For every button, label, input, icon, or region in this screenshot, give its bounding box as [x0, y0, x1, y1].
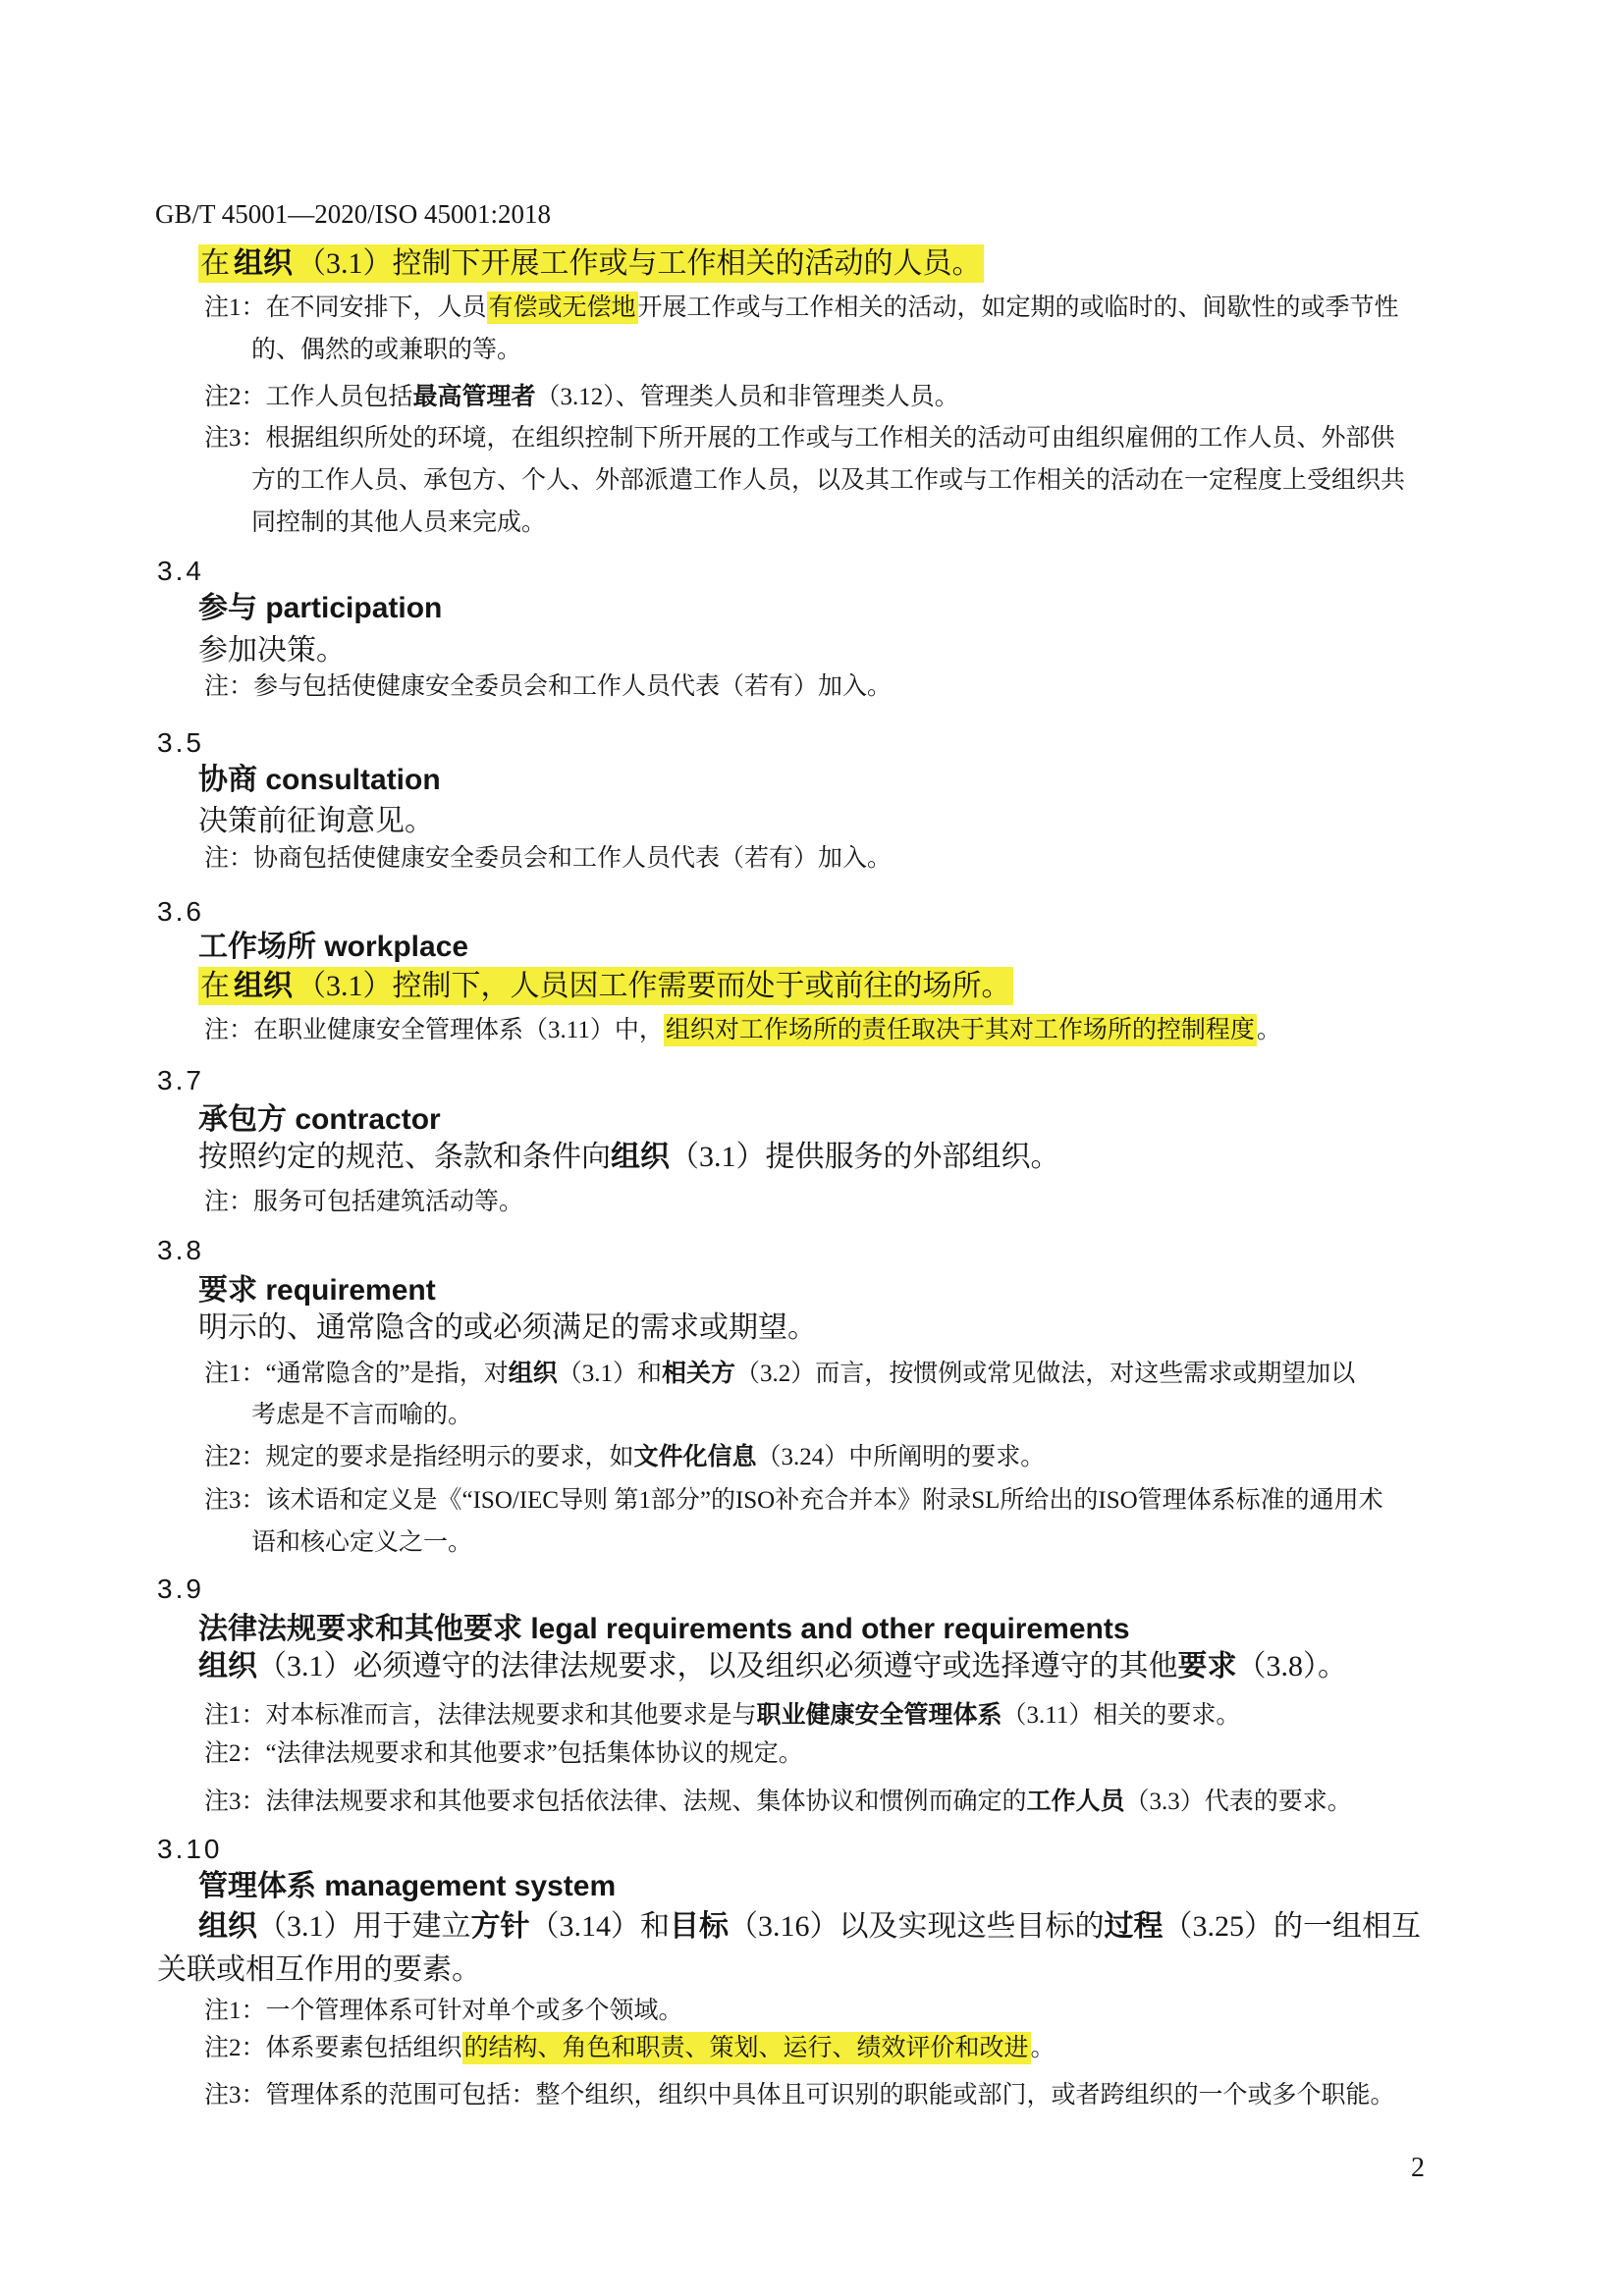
body-text: （3.1）和: [557, 1361, 662, 1387]
body-text: 开展工作或与工作相关的活动，如定期的或临时的、间歇性的或季节性: [637, 294, 1399, 321]
term-line-requirement: [198, 1274, 436, 1308]
body-text: 3.8: [157, 1235, 204, 1265]
body-text: 。: [1256, 1017, 1281, 1043]
note-line: [204, 2035, 1056, 2063]
body-text: 决策前征询意见。: [198, 805, 434, 837]
note-line: [204, 425, 1395, 454]
note-line: [204, 1443, 1045, 1472]
body-text: （3.24）中所阐明的要求。: [756, 1444, 1046, 1470]
body-text: 承包方 contractor: [198, 1103, 441, 1136]
highlighted-text: 在: [198, 244, 232, 283]
page-number: 2: [1411, 2153, 1425, 2183]
body-text: 工作场所 workplace: [198, 931, 469, 963]
body-text: 协商 consultation: [198, 764, 441, 796]
note-continuation-line: [251, 467, 1405, 496]
bold-term-text: 方针: [470, 1910, 530, 1943]
body-text: 。: [1030, 2035, 1056, 2061]
highlighted-text: 在: [198, 967, 232, 1005]
note-line: [204, 1701, 1240, 1731]
body-text: 要求 requirement: [198, 1274, 436, 1307]
body-text: 注3：该术语和定义是《“ISO/IEC导则 第1部分”的ISO补充合并本》附录SL所给出的ISO管理体系标准的通用术: [204, 1487, 1383, 1514]
term-line-legal-requirements: [198, 1613, 1130, 1647]
highlighted-text: 的结构、角色和职责、策划、运行、绩效评价和改进: [462, 2032, 1031, 2064]
body-text: 注：在职业健康安全管理体系（3.11）中，: [204, 1017, 664, 1043]
definition-line: [198, 1650, 1347, 1684]
note-line: [204, 1788, 1352, 1817]
bold-term-text: 组织: [508, 1360, 558, 1387]
body-text: 注2：工作人员包括: [204, 384, 413, 410]
note-line: [204, 383, 959, 412]
section-number-3-4: [157, 556, 204, 587]
body-text: （3.16）以及实现这些目标的: [729, 1910, 1105, 1943]
bold-term-text: 最高管理者: [412, 383, 536, 410]
body-text: 法律法规要求和其他要求 legal requirements and other requirements: [198, 1613, 1130, 1645]
definition-line-worker: [198, 247, 984, 282]
note-line: [204, 845, 892, 874]
definition-line-highlighted: [198, 970, 1013, 1004]
body-text: 语和核心定义之一。: [251, 1529, 473, 1556]
body-text: 的、偶然的或兼职的等。: [251, 337, 522, 363]
body-text: 注2：体系要素包括组织: [204, 2035, 462, 2061]
note-line: [204, 1740, 803, 1769]
highlighted-text: 组织对工作场所的责任取决于其对工作场所的控制程度: [664, 1014, 1257, 1046]
note-continuation-line: [251, 1402, 472, 1430]
body-text: 注：服务可包括建筑活动等。: [204, 1189, 524, 1215]
body-text: 3.10: [157, 1834, 223, 1864]
term-line-contractor: [198, 1103, 441, 1138]
body-text: 注3：根据组织所处的环境，在组织控制下所开展的工作或与工作相关的活动可由组织雇佣的工作人员、外部供: [204, 425, 1395, 452]
body-text: （3.25）的一组相互: [1163, 1910, 1421, 1943]
body-text: 参与 participation: [198, 592, 443, 624]
body-text: （3.14）和: [529, 1910, 670, 1943]
highlighted-text: 组织: [232, 244, 295, 283]
body-text: 注3：法律法规要求和其他要求包括依法律、法规、集体协议和惯例而确定的: [204, 1789, 1027, 1815]
body-text: （3.1）提供服务的外部组织。: [670, 1141, 1060, 1173]
highlighted-text: 有偿或无偿地: [487, 292, 638, 324]
body-text: 方的工作人员、承包方、个人、外部派遣工作人员，以及其工作或与工作相关的活动在一定程度上受组织共: [251, 467, 1406, 494]
body-text: （3.8）。: [1236, 1650, 1347, 1682]
section-number-3-6: [157, 896, 204, 928]
body-text: 注：协商包括使健康安全委员会和工作人员代表（若有）加入。: [204, 845, 893, 872]
note-line: [204, 1998, 683, 2026]
body-text: （3.11）相关的要求。: [1001, 1702, 1241, 1729]
body-text: （3.12）、管理类人员和非管理类人员。: [535, 384, 959, 410]
body-text: （3.1）必须遵守的法律法规要求，以及组织必须遵守或选择遵守的其他: [257, 1650, 1178, 1682]
bold-term-text: 工作人员: [1026, 1788, 1125, 1815]
bold-term-text: 组织: [611, 1141, 670, 1173]
body-text: 注2：“法律法规要求和其他要求”包括集体协议的规定。: [204, 1740, 803, 1767]
note-line: [204, 1360, 1355, 1389]
body-text: 参加决策。: [198, 634, 346, 667]
body-text: 注3：管理体系的范围可包括：整个组织，组织中具体且可识别的职能或部门，或者跨组织的一个或多个职能。: [204, 2082, 1395, 2109]
note-line: [204, 1017, 1281, 1045]
body-text: 注1：一个管理体系可针对单个或多个领域。: [204, 1998, 683, 2024]
term-line-workplace: [198, 931, 468, 965]
body-text: 关联或相互作用的要素。: [157, 1953, 481, 1986]
body-text: 考虑是不言而喻的。: [251, 1402, 473, 1428]
note-line: [204, 1487, 1383, 1516]
note-line: [204, 1189, 523, 1217]
note-line: [204, 2082, 1395, 2110]
body-text: 注1：对本标准而言，法律法规要求和其他要求是与: [204, 1702, 757, 1729]
definition-line: [198, 1910, 1421, 1945]
body-text: 3.9: [157, 1574, 204, 1604]
body-text: （3.1）用于建立: [257, 1910, 471, 1943]
body-text: 注1：在不同安排下，人员: [204, 294, 487, 321]
bold-term-text: 文件化信息: [633, 1443, 757, 1470]
section-number-3-9: [157, 1574, 204, 1605]
bold-term-text: 过程: [1104, 1910, 1164, 1943]
definition-continuation-line: [157, 1953, 481, 1988]
term-line-consultation: [198, 764, 441, 798]
note-continuation-line: [251, 337, 521, 365]
section-number-3-7: [157, 1065, 204, 1096]
body-text: 3.6: [157, 896, 204, 927]
note-line: [204, 673, 892, 702]
body-text: （3.3）代表的要求。: [1124, 1789, 1352, 1815]
term-line-participation: [198, 592, 442, 626]
document-header: GB/T 45001—2020/ISO 45001:2018: [155, 199, 552, 229]
body-text: 注1：“通常隐含的”是指，对: [204, 1361, 509, 1387]
body-text: 注：参与包括使健康安全委员会和工作人员代表（若有）加入。: [204, 673, 893, 700]
bold-term-text: 相关方: [661, 1360, 735, 1387]
definition-line: [198, 1311, 817, 1346]
body-text: （3.2）而言，按惯例或常见做法，对这些需求或期望加以: [735, 1361, 1356, 1387]
section-number-3-10: [157, 1834, 223, 1865]
note-line: [204, 294, 1399, 323]
section-number-3-5: [157, 727, 204, 759]
definition-line: [198, 805, 434, 839]
body-text: 明示的、通常隐含的或必须满足的需求或期望。: [198, 1311, 817, 1344]
bold-term-text: 目标: [670, 1910, 729, 1943]
body-text: 同控制的其他人员来完成。: [251, 509, 547, 536]
body-text: 管理体系 management system: [198, 1870, 617, 1902]
bold-term-text: 组织: [198, 1650, 257, 1682]
definition-line: [198, 1141, 1060, 1175]
note-continuation-line: [251, 1529, 472, 1558]
body-text: 注2：规定的要求是指经明示的要求，如: [204, 1444, 634, 1470]
body-text: 3.7: [157, 1065, 204, 1095]
body-text: 按照约定的规范、条款和条件向: [198, 1141, 611, 1173]
bold-term-text: 要求: [1177, 1650, 1237, 1682]
body-text: 3.4: [157, 556, 204, 586]
note-continuation-line: [251, 509, 546, 538]
body-text: 3.5: [157, 727, 204, 758]
section-number-3-8: [157, 1235, 204, 1266]
highlighted-text: （3.1）控制下开展工作或与工作相关的活动的人员。: [295, 244, 984, 283]
highlighted-text: 组织: [232, 967, 295, 1005]
bold-term-text: 职业健康安全管理体系: [756, 1701, 1002, 1729]
bold-term-text: 组织: [198, 1910, 257, 1943]
highlighted-text: （3.1）控制下，人员因工作需要而处于或前往的场所。: [295, 967, 1013, 1005]
term-line-management-system: [198, 1870, 616, 1904]
definition-line: [198, 634, 346, 668]
